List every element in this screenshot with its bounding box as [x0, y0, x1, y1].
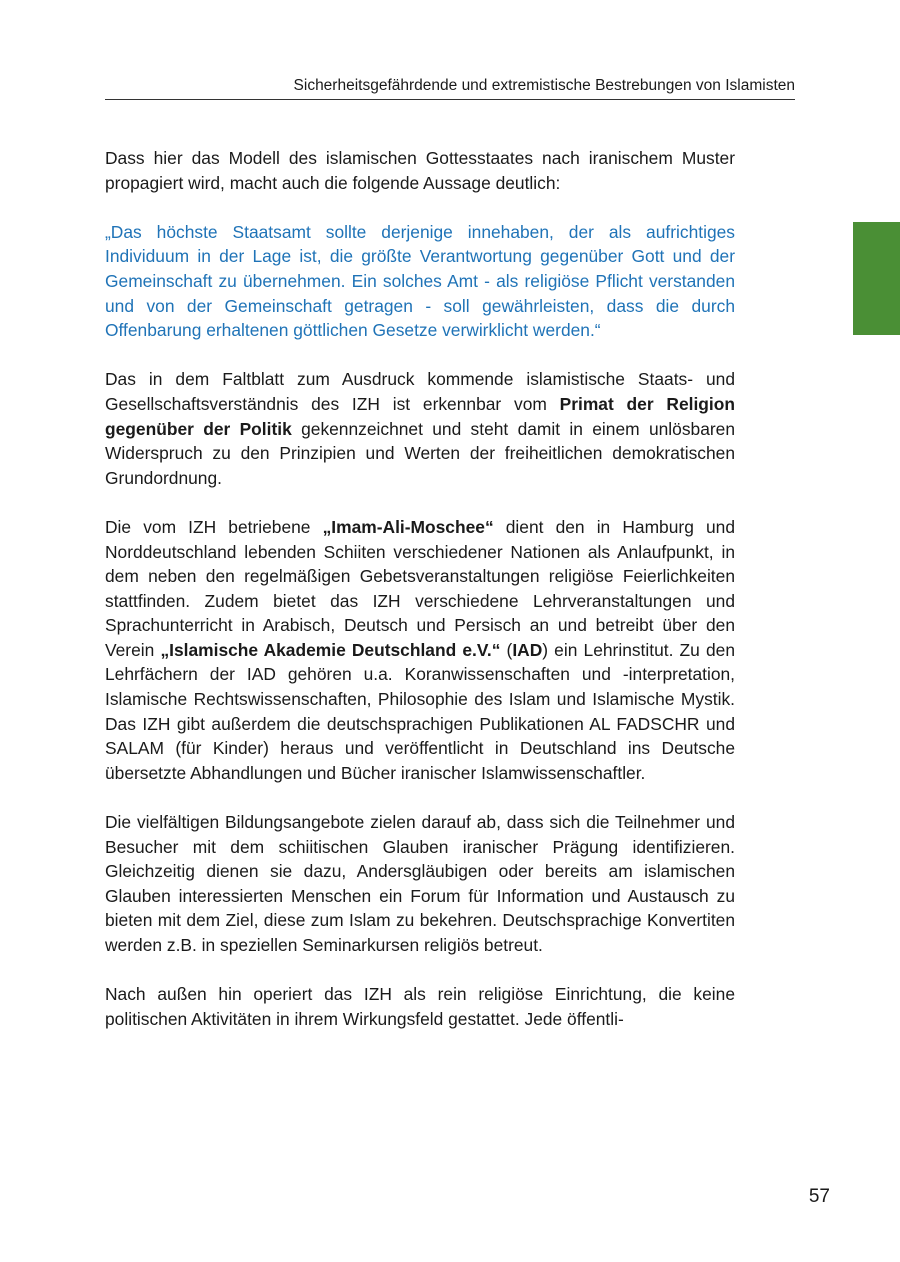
text-run: ) ein Lehrinstitut. Zu den Lehrfächern der IAD gehören u.a. Koranwissenschaften und -interpretation, Islamische Rechtswissenschaften, Philosophie des Islam und Islamische Mystik. Das IZH gibt außerdem die deutschsprachigen Publikationen AL FADSCHR und SALAM (für Kinder) heraus und veröffentlicht in Deutschland ins Deutsche übersetzte Abhandlungen und Bücher iranischer Islamwissenschaftler. — [105, 639, 735, 783]
header-rule — [105, 99, 795, 100]
bold-phrase-primat: Primat der Religion gegenüber der Politik — [105, 393, 735, 439]
page-body — [105, 146, 735, 1056]
text-run: Die vom IZH betriebene — [105, 516, 323, 537]
paragraph-nach-aussen: Nach außen hin operiert das IZH als rein religiöse Einrichtung, die keine politischen Aktivitäten in ihrem Wirkungsfeld gestattet. Jede öffentli- — [105, 984, 735, 1029]
running-header: Sicherheitsgefährdende und extremistische Bestrebungen von Islamisten — [293, 77, 795, 94]
text-run: dient den in Hamburg und Norddeutschland lebenden Schiiten verschiedener Nationen als Anlaufpunkt, in dem neben den regelmäßigen Gebetsveranstaltungen religiöse Feierlichkeiten stattfinden. Zudem bietet das IZH verschiedene Lehrveranstaltungen und Sprachunterricht in Arabisch, Deutsch und Persisch an und betreibt über den Verein — [105, 516, 735, 660]
text-run: gekennzeichnet und steht damit in einem unlösbaren Widerspruch zu den Prinzipien und Werten der freiheitlichen demokratischen Grundordnung. — [105, 418, 735, 488]
paragraph-intro: Dass hier das Modell des islamischen Gottesstaates nach iranischem Muster propagiert wird, macht auch die folgende Aussage deutlich: — [105, 148, 735, 193]
bold-abbrev-iad: IAD — [512, 639, 543, 660]
blockquote-statement: „Das höchste Staatsamt sollte derjenige innehaben, der als aufrichtiges Individuum in der Lage ist, die größte Verantwortung gegenüber Gott und der Gemeinschaft zu übernehmen. Ein solches Amt - als religiöse Pflicht verstanden und von der Gemeinschaft getragen - soll gewährleisten, dass die durch Offenbarung erhaltenen göttlichen Gesetze verwirklicht werden.“ — [105, 221, 735, 341]
text-run: Das in dem Faltblatt zum Ausdruck kommende islamistische Staats- und Gesellschaftsverständnis des IZH ist erkennbar vom — [105, 369, 735, 414]
paragraph-primat — [105, 367, 735, 490]
paragraph-moschee — [105, 515, 735, 786]
bold-phrase-moschee: „Imam-Ali-Moschee“ — [322, 516, 494, 537]
text-run: ( — [500, 639, 513, 660]
bold-phrase-akademie: „Islamische Akademie Deutschland e.V.“ — [160, 639, 501, 660]
page-number: 57 — [808, 1186, 830, 1207]
chapter-tab-marker — [853, 222, 900, 335]
paragraph-bildung: Die vielfältigen Bildungsangebote zielen darauf ab, dass sich die Teilnehmer und Besucher mit dem schiitischen Glauben iranischer Prägung identifizieren. Gleichzeitig dienen sie dazu, Andersgläubigen oder bereits am islamischen Glauben interessierten Menschen ein Forum für Information und Austausch zu bieten mit dem Ziel, diese zum Islam zu bekehren. Deutschsprachige Konvertiten werden z.B. in speziellen Seminarkursen religiös betreut. — [105, 812, 735, 955]
